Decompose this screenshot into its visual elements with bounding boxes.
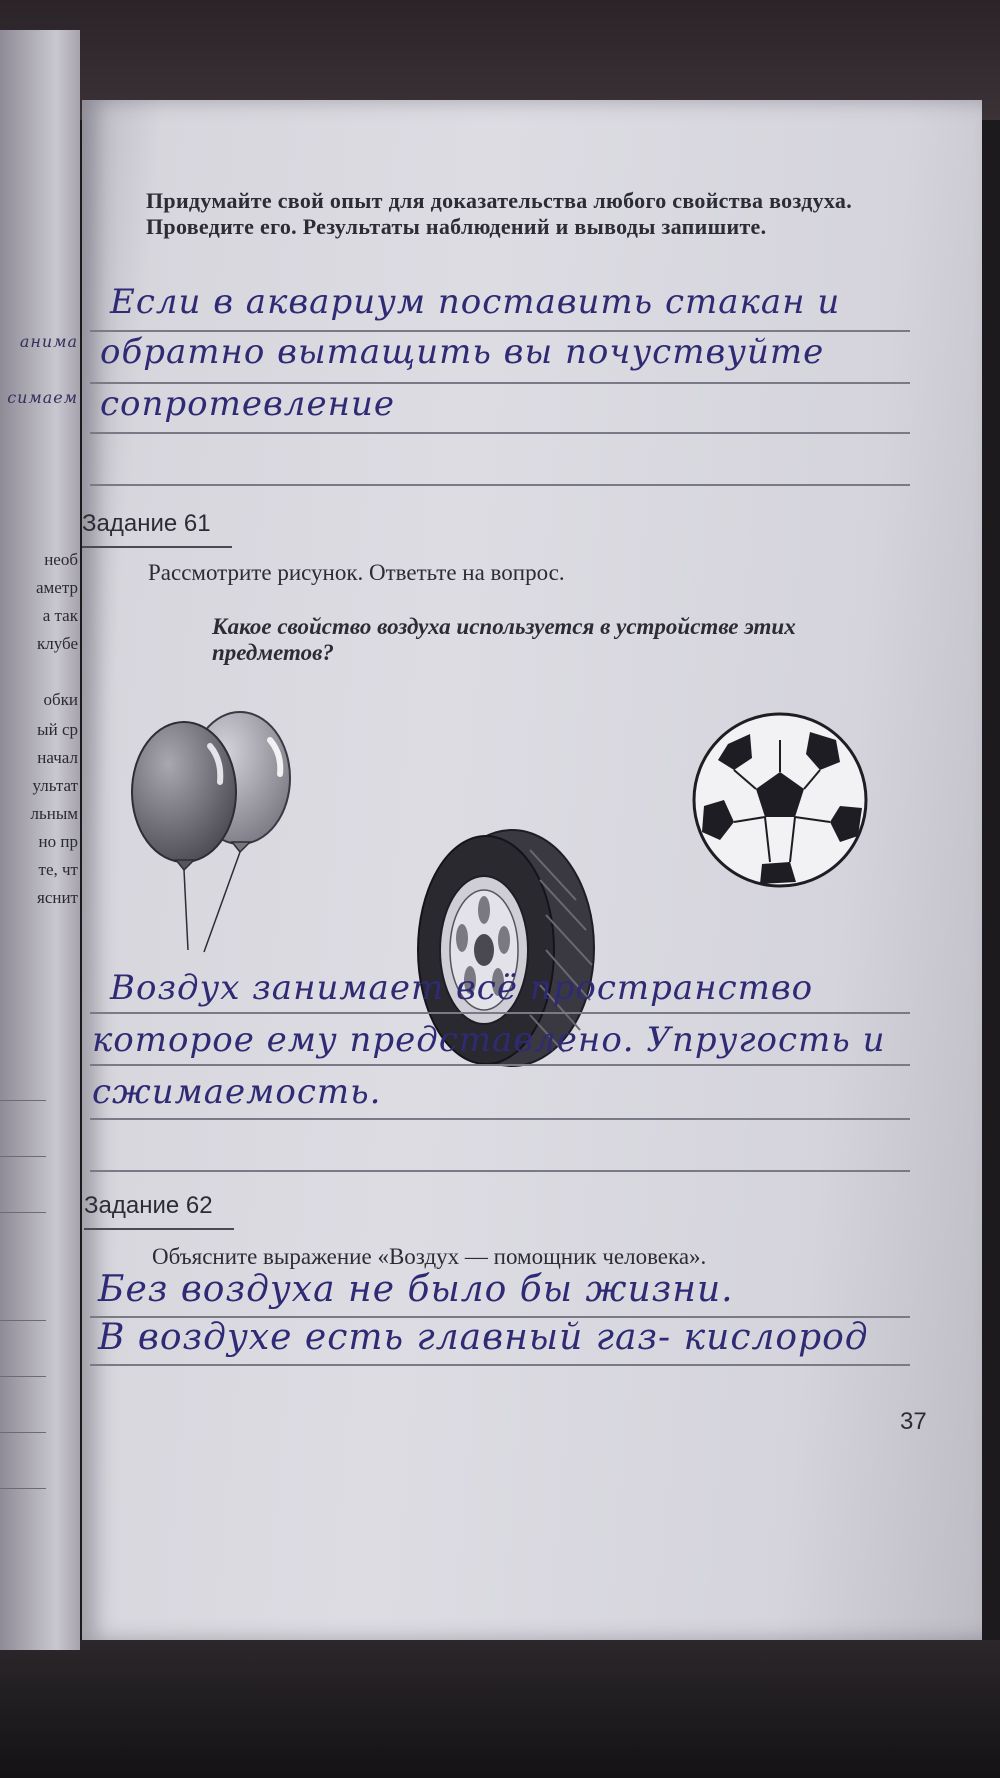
workbook-page bbox=[82, 100, 982, 1640]
left-page-fragment: те, чт bbox=[38, 860, 78, 879]
answer-rule bbox=[90, 484, 910, 486]
left-page-rule bbox=[0, 1156, 46, 1157]
left-page-rule bbox=[0, 1376, 46, 1377]
task61-heading-underline bbox=[82, 546, 232, 548]
task61-answer-line-3: сжимаемость. bbox=[92, 1072, 382, 1112]
left-page-fragment: начал bbox=[37, 748, 78, 767]
task60-answer-line-3: сопротевление bbox=[100, 384, 395, 424]
left-page-fragment: но пр bbox=[38, 832, 78, 851]
balloons-illustration bbox=[110, 700, 310, 960]
left-page-rule bbox=[0, 1488, 46, 1489]
left-page-fragment: клубе bbox=[37, 634, 78, 653]
task61-answer-line-1: Воздух занимает всё пространство bbox=[110, 968, 814, 1008]
task62-answer-line-1: Без воздуха не было бы жизни. bbox=[98, 1269, 734, 1310]
left-page-fragment: симаем bbox=[7, 388, 78, 407]
left-page-fragment: а так bbox=[42, 606, 78, 625]
left-page-fragment: обки bbox=[43, 690, 78, 709]
left-page-fragment: ый ср bbox=[37, 720, 78, 739]
answer-rule bbox=[90, 1012, 910, 1014]
task61-heading: Задание 61 bbox=[82, 510, 211, 537]
answer-rule bbox=[90, 432, 910, 434]
desk-background-bottom bbox=[0, 1640, 1000, 1778]
task62-answer-line-2: В воздухе есть главный газ- кислород bbox=[98, 1317, 869, 1358]
page-number: 37 bbox=[900, 1408, 927, 1435]
left-page-fragment: необ bbox=[44, 550, 78, 569]
task62-heading: Задание 62 bbox=[84, 1192, 213, 1219]
task60-answer-line-2: обратно вытащить вы почуствуйте bbox=[100, 332, 825, 372]
task60-answer-line-1: Если в аквариум поставить стакан и bbox=[110, 282, 841, 322]
task62-instruction: Объясните выражение «Воздух — помощник человека». bbox=[152, 1244, 707, 1269]
answer-rule bbox=[90, 1170, 910, 1172]
task61-question: Какое свойство воздуха используется в устройстве этих предметов? bbox=[212, 614, 796, 665]
left-page-fragment: яснит bbox=[37, 888, 78, 907]
left-page-rule bbox=[0, 1320, 46, 1321]
left-page-rule bbox=[0, 1100, 46, 1101]
task61-answer-line-2: которое ему представлено. Упругость и bbox=[92, 1020, 886, 1060]
answer-rule bbox=[90, 1064, 910, 1066]
left-page-fragment: ультат bbox=[32, 776, 78, 795]
task61-instruction: Рассмотрите рисунок. Ответьте на вопрос. bbox=[148, 560, 565, 585]
answer-rule bbox=[90, 1118, 910, 1120]
left-page-fragment: анима bbox=[19, 332, 78, 351]
soccer-ball-illustration bbox=[690, 710, 870, 890]
left-page-rule bbox=[0, 1212, 46, 1213]
task62-heading-underline bbox=[84, 1228, 234, 1230]
task60-instruction: Придумайте свой опыт для доказательства любого свойства воздуха. Проведите его. Результаты наблюдений и выводы запишите. bbox=[146, 188, 853, 239]
answer-rule bbox=[90, 1364, 910, 1366]
left-page-rule bbox=[0, 1432, 46, 1433]
previous-page-edge bbox=[0, 30, 80, 1650]
left-page-fragment: льным bbox=[30, 804, 78, 823]
left-page-fragment: аметр bbox=[36, 578, 78, 597]
